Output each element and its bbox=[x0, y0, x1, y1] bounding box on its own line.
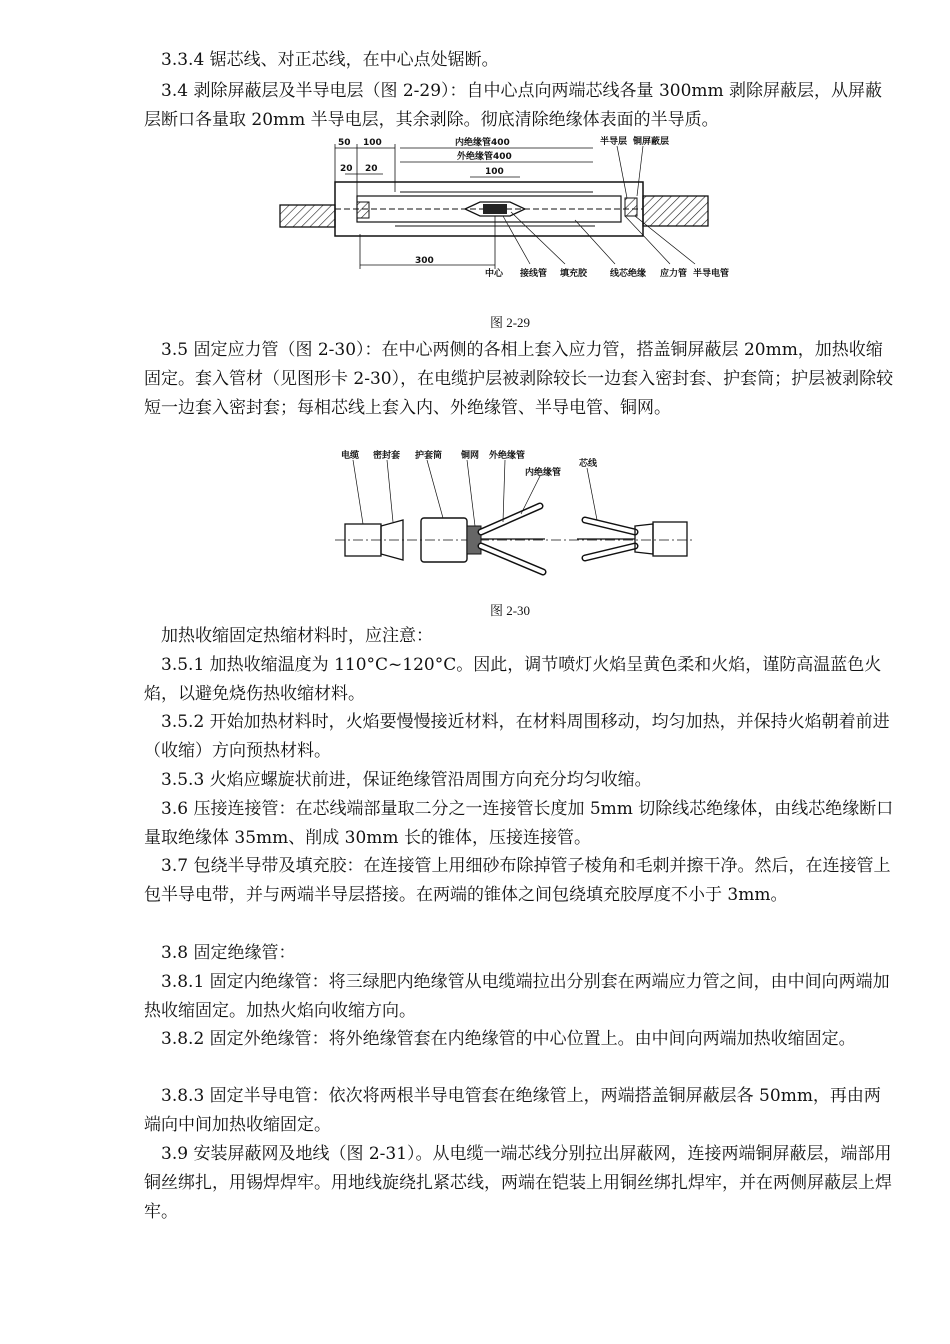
dim-label-20b: 20 bbox=[365, 164, 378, 174]
figure-2-29-caption: 图 2-29 bbox=[489, 315, 531, 330]
filler-label: 填充胶 bbox=[560, 269, 588, 279]
center-label: 中心 bbox=[485, 269, 504, 279]
paragraph-3-3-4: 3.3.4 锯芯线、对正芯线，在中心点处锯断。 bbox=[144, 50, 499, 70]
inner-tube-label: 内绝缘管400 bbox=[455, 138, 510, 148]
figure-2-30-drawing bbox=[335, 446, 695, 576]
paragraph-3-5: 3.5 固定应力管（图 2-30）：在中心两侧的各相上套入应力管，搭盖铜屏蔽层 20mm，加热收缩固定。套入管材（见图形卡 2-30），在电缆护层被剥除较长一边套入密封套、护套筒；护层被剥除较短一边套入密封套；每相芯线上套入内、外绝缘管、半导电管、铜网。 bbox=[144, 340, 894, 418]
paragraph-3-7: 3.7 包绕半导带及填充胶：在连接管上用细砂布除掉管子棱角和毛刺并擦干净。然后，在连接管上包半导电带，并与两端半导层搭接。在两端的锥体之间包绕填充胶厚度不小于 3mm。 bbox=[144, 856, 891, 905]
right-cable-sheath bbox=[643, 196, 708, 226]
right-seal bbox=[635, 524, 653, 554]
figure-2-29 bbox=[275, 134, 745, 284]
copper-shield-label: 铜屏蔽层 bbox=[633, 137, 670, 147]
paragraph-3-8-1: 3.8.1 固定内绝缘管：将三绿肥内绝缘管从电缆端拉出分别套在两端应力管之间，由中间向两端加热收缩固定。加热火焰向收缩方向。 bbox=[144, 972, 890, 1021]
outer-tube-label: 外绝缘管400 bbox=[457, 152, 512, 162]
figure-2-29-drawing bbox=[275, 134, 745, 284]
core-label: 芯线 bbox=[579, 459, 598, 469]
paragraph-3-8-3: 3.8.3 固定半导电管：依次将两根半导电管套在绝缘管上，两端搭盖铜屏蔽层各 50mm，再由两端向中间加热收缩固定。 bbox=[144, 1086, 881, 1135]
inner-tube-label-2: 内绝缘管 bbox=[525, 468, 562, 478]
dim-label-50: 50 bbox=[338, 138, 351, 148]
sheath-tube-label: 护套筒 bbox=[415, 451, 443, 461]
figure-2-30 bbox=[335, 446, 695, 576]
paragraph-3-5-2: 3.5.2 开始加热材料时，火焰要慢慢接近材料，在材料周围移动，均匀加热，并保持火焰朝着前进（收缩）方向预热材料。 bbox=[144, 712, 890, 761]
stress-tube-label: 应力管 bbox=[660, 269, 688, 279]
paragraph-heat-note: 加热收缩固定热缩材料时，应注意： bbox=[144, 626, 433, 646]
paragraph-3-5-1: 3.5.1 加热收缩温度为 110°C~120°C。因此，调节喷灯火焰呈黄色柔和火焰，谨防高温蓝色火焰，以避免烧伤热收缩材料。 bbox=[144, 655, 882, 704]
seal-label: 密封套 bbox=[373, 451, 401, 461]
paragraph-3-6: 3.6 压接连接管：在芯线端部量取二分之一连接管长度加 5mm 切除线芯绝缘体，由线芯绝缘断口量取绝缘体 35mm、削成 30mm 长的锥体，压接连接管。 bbox=[144, 799, 894, 848]
left-cable-sheath bbox=[280, 205, 335, 227]
paragraph-3-9: 3.9 安装屏蔽网及地线（图 2-31）。从电缆一端芯线分别拉出屏蔽网，连接两端铜屏蔽层，端部用铜丝绑扎，用锡焊焊牢。用地线旋绕扎紧芯线，两端在铠装上用铜丝绑扎焊牢，并在两侧屏蔽层上焊牢。 bbox=[144, 1144, 892, 1222]
connector-core bbox=[483, 204, 507, 214]
dim-label-100c: 100 bbox=[485, 167, 504, 177]
outer-tube-label-2: 外绝缘管 bbox=[489, 451, 526, 461]
semi-tube-label: 半导电管 bbox=[693, 269, 730, 279]
left-stress-block bbox=[357, 202, 369, 218]
paragraph-3-8-2: 3.8.2 固定外绝缘管：将外绝缘管套在内绝缘管的中心位置上。由中间向两端加热收缩固定。 bbox=[144, 1029, 856, 1049]
figure-2-30-caption: 图 2-30 bbox=[489, 603, 531, 618]
dim-label-20a: 20 bbox=[340, 164, 353, 174]
copper-mesh-label: 铜网 bbox=[461, 451, 480, 461]
right-cable-body bbox=[653, 522, 687, 556]
semi-layer-label: 半导层 bbox=[600, 137, 628, 147]
paragraph-3-4: 3.4 剥除屏蔽层及半导电层（图 2-29）：自中心点向两端芯线各量 300mm 剥除屏蔽层，从屏蔽层断口各量取 20mm 半导电层，其余剥除。彻底清除绝缘体表面的半导质。 bbox=[144, 81, 883, 130]
dim-label-100: 100 bbox=[363, 138, 382, 148]
dim-label-300: 300 bbox=[415, 256, 434, 266]
cable-label: 电缆 bbox=[341, 451, 360, 461]
right-stress-block bbox=[625, 198, 637, 216]
paragraph-3-5-3: 3.5.3 火焰应螺旋状前进，保证绝缘管沿周围方向充分均匀收缩。 bbox=[144, 770, 652, 790]
right-core-branches bbox=[577, 520, 635, 558]
paragraph-3-8: 3.8 固定绝缘管： bbox=[144, 943, 296, 963]
core-insulation-label: 线芯绝缘 bbox=[610, 269, 647, 279]
connector-label: 接线管 bbox=[520, 269, 548, 279]
left-core-branches bbox=[481, 506, 545, 572]
